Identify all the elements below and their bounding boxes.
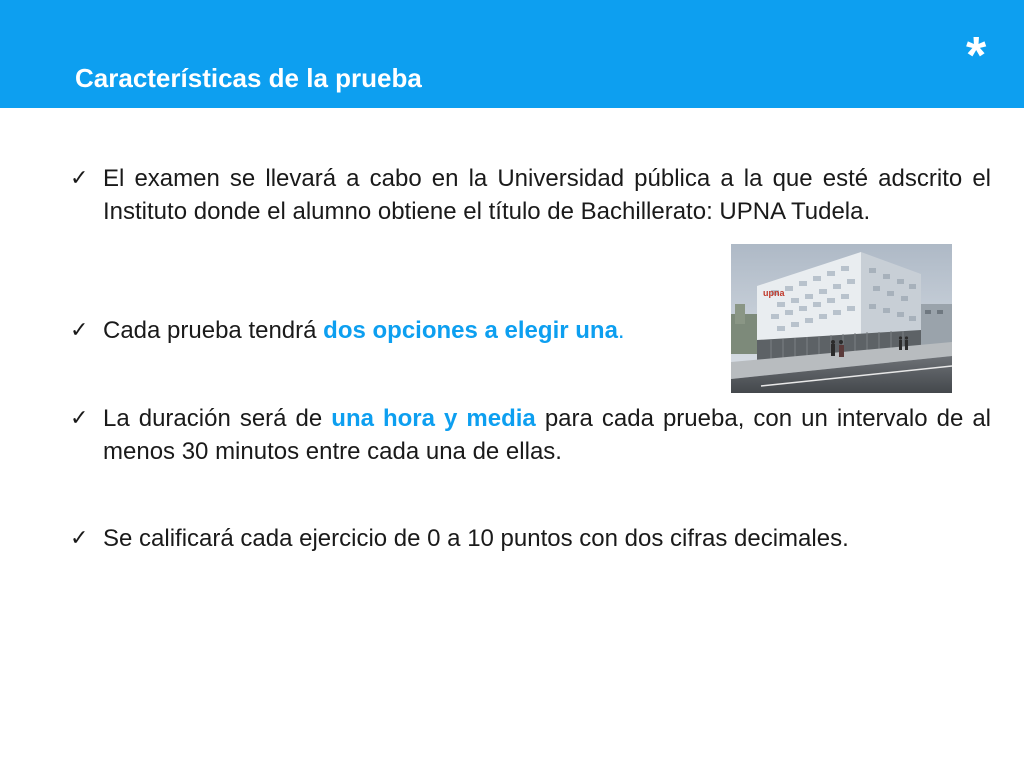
bullet-item bbox=[70, 402, 991, 468]
check-icon: ✓ bbox=[70, 526, 89, 551]
bullet-item bbox=[70, 162, 991, 228]
bullet-text-suffix: . bbox=[617, 317, 625, 344]
bullet-text: El examen se llevará a cabo en la Universidad pública a la que esté adscrito el Instituto donde el alumno obtiene el título de Bachillerato: UPNA Tudela. bbox=[103, 165, 991, 225]
building-sign-text: upna bbox=[763, 288, 785, 298]
bullet-item bbox=[70, 522, 991, 555]
bullet-text-prefix: Cada prueba tendrá bbox=[103, 317, 324, 344]
check-icon: ✓ bbox=[70, 406, 89, 431]
bullet-item bbox=[70, 314, 763, 347]
header-bar bbox=[0, 0, 1024, 108]
asterisk-icon: * bbox=[966, 27, 987, 85]
bullet-text-suffix: para cada prueba, con un intervalo de al menos 30 minutos entre cada una de ellas. bbox=[103, 405, 992, 465]
bullet-text-prefix: La duración será de bbox=[103, 405, 332, 432]
bullet-text: Se calificará cada ejercicio de 0 a 10 puntos con dos cifras decimales. bbox=[103, 525, 849, 552]
bullet-highlight: dos opciones a elegir una bbox=[323, 317, 618, 344]
check-icon: ✓ bbox=[70, 318, 89, 343]
building-photo bbox=[731, 244, 952, 393]
page-title: Características de la prueba bbox=[75, 63, 422, 93]
bullet-highlight: una hora y media bbox=[331, 405, 536, 432]
check-icon: ✓ bbox=[70, 166, 89, 191]
